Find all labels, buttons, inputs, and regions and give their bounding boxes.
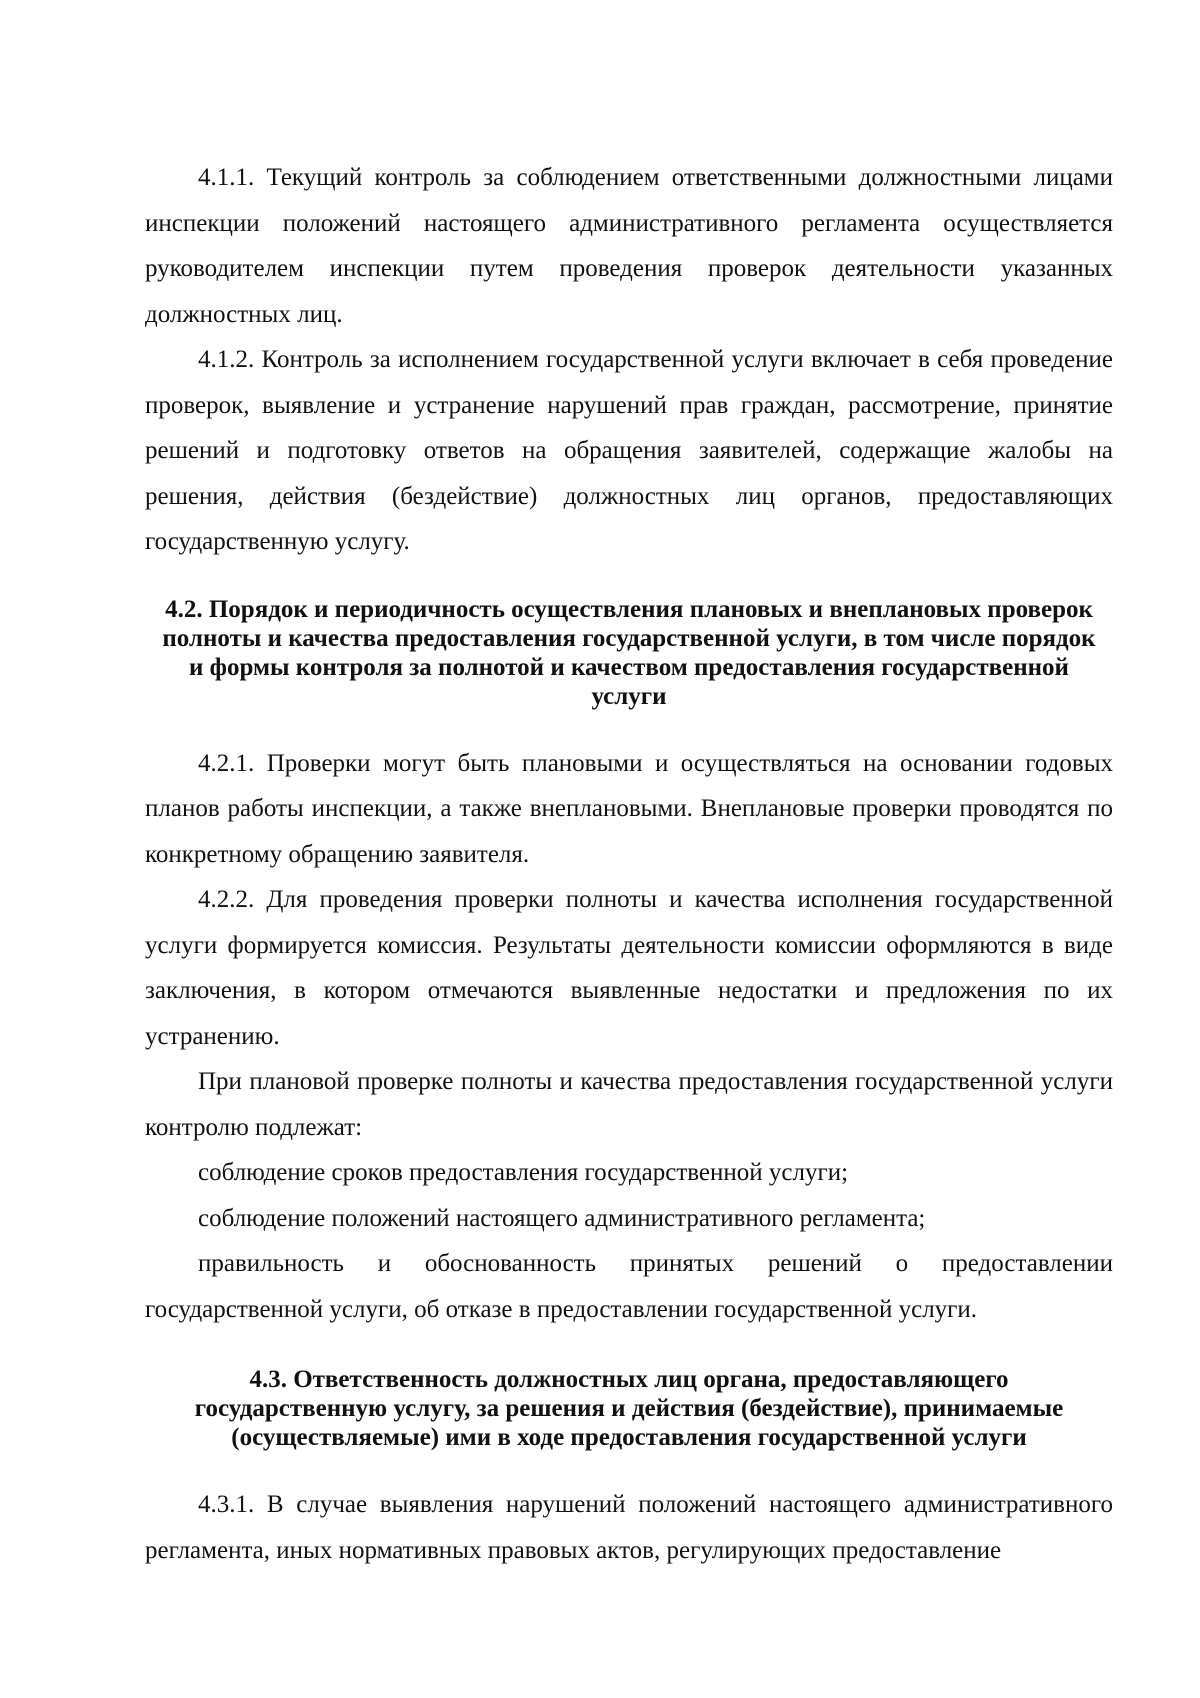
paragraph-4-2-2: 4.2.2. Для проведения проверки полноты и качества исполнения государственной услуги формируется комиссия. Результаты деятельности комиссии оформляются в виде заключения, в котором отмечаются выявленные недостатки и предложения по их устранению. [145,886,1113,1050]
spacer [145,711,1113,741]
spacer [145,1332,1113,1365]
paragraph-4-2-1: 4.2.1. Проверки могут быть плановыми и осуществляться на основании годовых планов работы инспекции, а также внеплановыми. Внеплановые проверки проводятся по конкретному обращению заявителя. [145,749,1113,868]
list-item-deadlines: соблюдение сроков предоставления государственной услуги; [198,1159,849,1186]
paragraph-4-3-1: 4.3.1. В случае выявления нарушений положений настоящего административного регламента, иных нормативных правовых актов, регулирующих предоставление [145,1491,1113,1564]
section-heading-4-2: 4.2. Порядок и периодичность осуществления плановых и внеплановых проверок полноты и качества предоставления государственной услуги, в том числе порядок и формы контроля за полнотой и качеством предоставления государственной услуги [162,595,1096,710]
document-body [145,155,1113,1573]
paragraph-4-1-1: 4.1.1. Текущий контроль за соблюдением ответственными должностными лицами инспекции положений настоящего административного регламента осуществляется руководителем инспекции путем проведения проверок деятельности указанных должностных лиц. [145,164,1113,328]
paragraph-4-1-2: 4.1.2. Контроль за исполнением государственной услуги включает в себя проведение проверок, выявление и устранение нарушений прав граждан, рассмотрение, принятие решений и подготовку ответов на обращения заявителей, содержащие жалобы на решения, действия (бездействие) должностных лиц органов, предоставляющих государственную услугу. [145,346,1113,555]
spacer [145,565,1113,595]
list-item-decision-validity: правильность и обоснованность принятых решений о предоставлении государственной услуги, об отказе в предоставлении государственной услуги. [145,1250,1113,1323]
paragraph-planned-check: При плановой проверке полноты и качества предоставления государственной услуги контролю подлежат: [145,1068,1113,1141]
section-heading-4-3: 4.3. Ответственность должностных лиц органа, предоставляющего государственную услугу, за решения и действия (бездействие), принимаемые (осуществляемые) ими в ходе предоставления государственной услуги [194,1366,1064,1451]
spacer [145,1452,1113,1482]
list-item-regulation-compliance: соблюдение положений настоящего административного регламента; [198,1204,926,1232]
